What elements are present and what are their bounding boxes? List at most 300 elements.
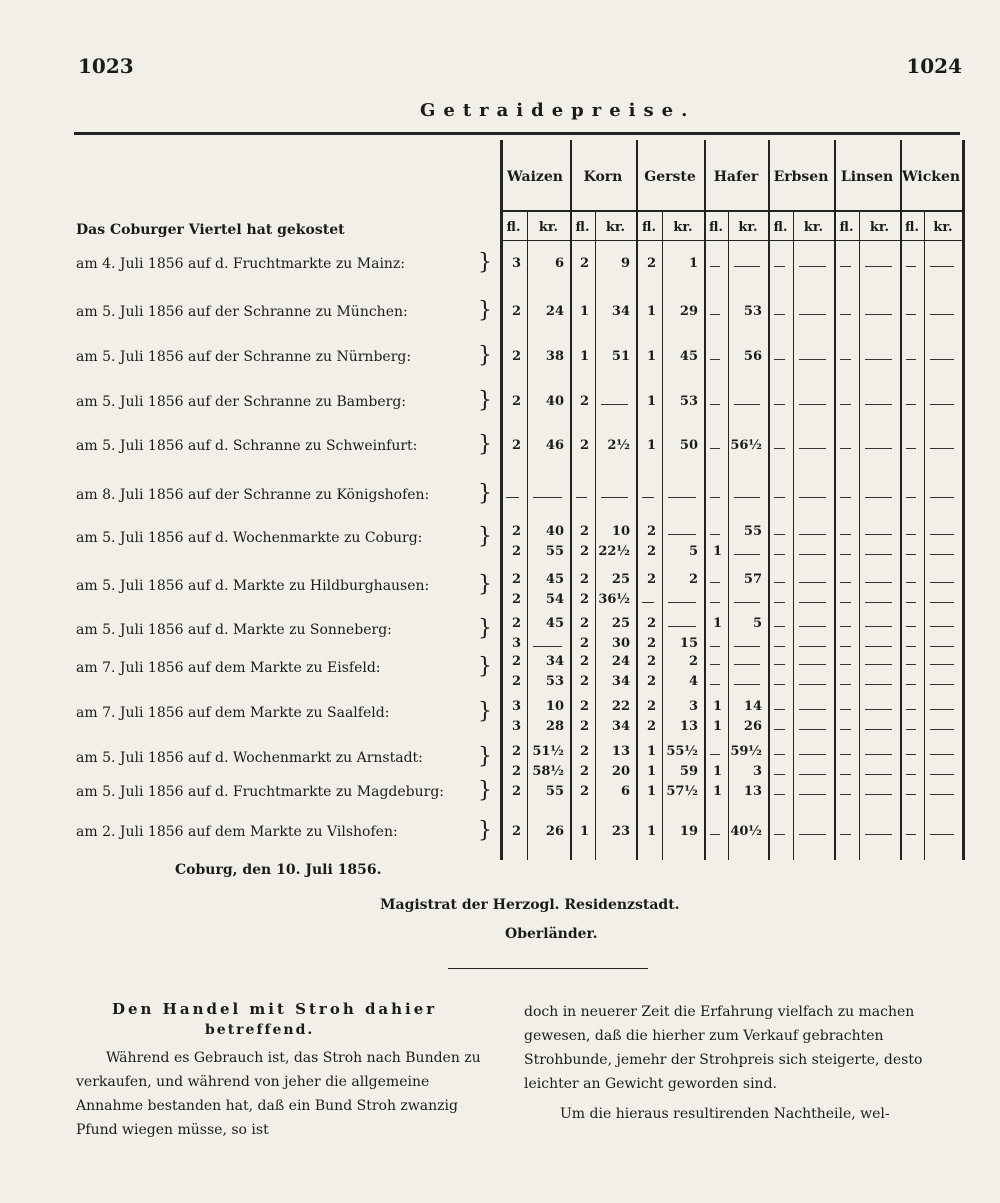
table-dash: [710, 754, 720, 755]
table-cell: 2: [646, 699, 656, 714]
table-dash: [840, 729, 851, 730]
table-dash: [668, 497, 696, 498]
table-cell: 25: [611, 616, 630, 631]
article-column-2-continued: Um die hieraus resultirenden Nachtheile, wel-: [560, 1106, 890, 1122]
table-dash: [774, 794, 785, 795]
table-dash: [930, 794, 954, 795]
table-dash: [840, 664, 851, 665]
table-unit-border: [595, 212, 596, 860]
unit-header: fl.: [709, 220, 723, 235]
table-cell: 2: [579, 616, 589, 631]
table-dash: [865, 534, 892, 535]
unit-header: kr.: [738, 220, 758, 235]
table-dash: [865, 266, 892, 267]
table-dash: [774, 684, 785, 685]
table-cell: 34: [611, 674, 630, 689]
table-cell: 40½: [730, 824, 762, 839]
table-cell: 2: [511, 764, 521, 779]
table-dash: [734, 602, 760, 603]
section-divider: [448, 968, 648, 969]
table-dash: [799, 754, 826, 755]
table-cell: 30: [611, 636, 630, 651]
table-cell: 46: [545, 438, 564, 453]
table-cell: 2: [511, 394, 521, 409]
table-dash: [840, 554, 851, 555]
table-dash: [734, 554, 760, 555]
table-cell: 22: [611, 699, 630, 714]
table-cell: 59: [679, 764, 698, 779]
table-dash: [930, 774, 954, 775]
title-rule: [74, 132, 960, 135]
table-dash: [774, 774, 785, 775]
table-dash: [840, 448, 851, 449]
table-dash: [710, 684, 720, 685]
table-dash: [774, 448, 785, 449]
table-cell: 56: [743, 349, 762, 364]
table-cell: 1: [646, 784, 656, 799]
table-cell: 53: [743, 304, 762, 319]
table-cell: 2: [511, 438, 521, 453]
table-dash: [799, 684, 826, 685]
table-dash: [865, 729, 892, 730]
table-dash: [840, 626, 851, 627]
table-dash: [865, 684, 892, 685]
table-cell: 3: [511, 699, 521, 714]
table-dash: [930, 626, 954, 627]
unit-rule: [500, 240, 965, 241]
column-header: Korn: [583, 169, 623, 185]
table-cell: 2: [579, 699, 589, 714]
table-dash: [865, 359, 892, 360]
table-dash: [930, 314, 954, 315]
table-dash: [668, 602, 696, 603]
table-dash: [710, 359, 720, 360]
table-cell: 1: [712, 616, 722, 631]
table-row-label: am 8. Juli 1856 auf der Schranne zu Königshofen:: [76, 487, 430, 503]
table-cell: 26: [743, 719, 762, 734]
table-dash: [840, 404, 851, 405]
table-cell: 2: [579, 719, 589, 734]
table-cell: 13: [611, 744, 630, 759]
table-dash: [906, 729, 916, 730]
article-heading: Den Handel mit Stroh dahier: [112, 1000, 438, 1018]
table-dash: [840, 709, 851, 710]
unit-header: kr.: [605, 220, 626, 235]
table-cell: 40: [545, 524, 564, 539]
table-cell: 3: [688, 699, 698, 714]
table-cell: 26: [545, 824, 564, 839]
table-dash: [734, 664, 760, 665]
table-cell: 2: [579, 544, 589, 559]
table-cell: 2: [579, 654, 589, 669]
table-dash: [865, 754, 892, 755]
signature-office: Magistrat der Herzogl. Residenzstadt.: [380, 897, 680, 913]
table-cell: 3: [511, 256, 521, 271]
table-dash: [734, 404, 760, 405]
table-cell: 59½: [730, 744, 762, 759]
table-dash: [930, 554, 954, 555]
table-dash: [906, 534, 916, 535]
table-dash: [710, 266, 720, 267]
table-dash: [799, 729, 826, 730]
table-cell: 28: [545, 719, 564, 734]
table-unit-border: [793, 212, 794, 860]
table-cell: 51: [611, 349, 630, 364]
table-cell: 2: [646, 719, 656, 734]
table-cell: 4: [688, 674, 698, 689]
row-brace: }: [478, 616, 492, 641]
table-cell: 23: [611, 824, 630, 839]
table-dash: [906, 314, 916, 315]
table-cell: 2: [579, 256, 589, 271]
table-dash: [710, 497, 720, 498]
table-cell: 38: [545, 349, 564, 364]
table-dash: [930, 684, 954, 685]
table-dash: [840, 646, 851, 647]
table-dash: [906, 709, 916, 710]
table-column-border: [768, 140, 770, 860]
table-cell: 56½: [730, 438, 762, 453]
table-dash: [865, 834, 892, 835]
column-header: Linsen: [840, 169, 894, 185]
table-row-label: am 5. Juli 1856 auf d. Fruchtmarkte zu Magdeburg:: [76, 784, 444, 800]
table-cell: 1: [579, 304, 589, 319]
table-dash: [710, 582, 720, 583]
table-dash: [734, 684, 760, 685]
table-row-label: am 5. Juli 1856 auf d. Markte zu Hildburghausen:: [76, 578, 430, 594]
table-row-label: am 7. Juli 1856 auf dem Markte zu Eisfeld:: [76, 660, 381, 676]
column-header: Hafer: [713, 169, 759, 185]
row-brace: }: [478, 298, 492, 323]
table-cell: 1: [646, 304, 656, 319]
table-dash: [906, 646, 916, 647]
table-cell: 1: [646, 764, 656, 779]
table-cell: 2: [579, 572, 589, 587]
table-dash: [774, 664, 785, 665]
page-number-right: 1024: [906, 54, 962, 78]
table-dash: [865, 314, 892, 315]
table-dash: [533, 497, 562, 498]
table-cell: 55: [743, 524, 762, 539]
table-dash: [840, 497, 851, 498]
table-cell: 2: [688, 572, 698, 587]
table-dash: [774, 554, 785, 555]
table-cell: 24: [545, 304, 564, 319]
table-dash: [906, 794, 916, 795]
table-row-label: am 5. Juli 1856 auf d. Markte zu Sonneberg:: [76, 622, 392, 638]
unit-header: kr.: [869, 220, 890, 235]
table-cell: 13: [679, 719, 698, 734]
table-dash: [906, 404, 916, 405]
table-dash: [865, 404, 892, 405]
signature-place-date: Coburg, den 10. Juli 1856.: [175, 862, 382, 878]
table-dash: [865, 582, 892, 583]
table-dash: [506, 497, 519, 498]
column-header: Waizen: [507, 169, 563, 185]
table-dash: [865, 554, 892, 555]
page-number-left: 1023: [78, 54, 134, 78]
table-dash: [710, 602, 720, 603]
table-row-label: am 5. Juli 1856 auf d. Schranne zu Schweinfurt:: [76, 438, 418, 454]
table-cell: 2: [579, 744, 589, 759]
table-dash: [865, 626, 892, 627]
table-cell: 55: [545, 784, 564, 799]
table-dash: [799, 554, 826, 555]
table-cell: 2: [688, 654, 698, 669]
table-cell: 2: [511, 784, 521, 799]
table-cell: 2½: [607, 438, 630, 453]
table-column-border: [962, 140, 965, 860]
table-dash: [734, 497, 760, 498]
table-dash: [865, 448, 892, 449]
table-row-label: am 5. Juli 1856 auf d. Wochenmarkte zu Coburg:: [76, 530, 423, 546]
table-dash: [840, 266, 851, 267]
table-dash: [906, 664, 916, 665]
table-cell: 3: [511, 719, 521, 734]
table-dash: [930, 729, 954, 730]
table-dash: [601, 404, 628, 405]
table-cell: 1: [712, 784, 722, 799]
table-cell: 5: [752, 616, 762, 631]
table-dash: [930, 602, 954, 603]
table-dash: [774, 834, 785, 835]
table-cell: 6: [554, 256, 564, 271]
table-dash: [930, 448, 954, 449]
row-brace: }: [478, 481, 492, 506]
table-dash: [734, 266, 760, 267]
table-dash: [799, 646, 826, 647]
table-dash: [906, 834, 916, 835]
table-cell: 1: [646, 438, 656, 453]
table-cell: 20: [611, 764, 630, 779]
table-cell: 2: [511, 616, 521, 631]
table-unit-border: [728, 212, 729, 860]
table-column-border: [704, 140, 706, 860]
table-cell: 45: [545, 572, 564, 587]
table-row-label: am 4. Juli 1856 auf d. Fruchtmarkte zu Mainz:: [76, 256, 406, 272]
table-row-label: am 5. Juli 1856 auf d. Wochenmarkt zu Arnstadt:: [76, 750, 423, 766]
table-unit-border: [527, 212, 528, 860]
table-cell: 2: [511, 654, 521, 669]
table-dash: [930, 534, 954, 535]
table-cell: 25: [611, 572, 630, 587]
table-cell: 2: [646, 616, 656, 631]
table-dash: [799, 794, 826, 795]
table-dash: [774, 266, 785, 267]
table-cell: 2: [579, 764, 589, 779]
row-brace: }: [478, 524, 492, 549]
table-dash: [774, 534, 785, 535]
column-header: Wicken: [901, 169, 961, 185]
table-cell: 2: [646, 654, 656, 669]
row-brace: }: [478, 654, 492, 679]
table-cell: 50: [679, 438, 698, 453]
table-row-label: am 5. Juli 1856 auf der Schranne zu München:: [76, 304, 408, 320]
table-dash: [710, 834, 720, 835]
table-cell: 2: [511, 349, 521, 364]
table-dash: [906, 554, 916, 555]
table-dash: [799, 774, 826, 775]
unit-header: kr.: [673, 220, 693, 235]
table-dash: [906, 602, 916, 603]
row-brace: }: [478, 343, 492, 368]
table-dash: [906, 626, 916, 627]
table-dash: [774, 404, 785, 405]
table-cell: 51½: [532, 744, 564, 759]
table-cell: 1: [688, 256, 698, 271]
table-dash: [906, 359, 916, 360]
signature-name: Oberländer.: [505, 926, 598, 942]
table-dash: [799, 266, 826, 267]
table-cell: 10: [611, 524, 630, 539]
table-dash: [840, 602, 851, 603]
table-dash: [840, 582, 851, 583]
header-rule: [500, 210, 965, 212]
column-header: Erbsen: [773, 169, 829, 185]
table-dash: [799, 582, 826, 583]
table-cell: 1: [646, 744, 656, 759]
table-cell: 1: [579, 349, 589, 364]
table-dash: [906, 774, 916, 775]
table-cell: 1: [712, 764, 722, 779]
unit-header: fl.: [642, 220, 656, 235]
table-dash: [840, 684, 851, 685]
unit-header: fl.: [575, 220, 590, 235]
table-cell: 2: [579, 784, 589, 799]
table-dash: [840, 534, 851, 535]
table-cell: 40: [545, 394, 564, 409]
table-cell: 54: [545, 592, 564, 607]
table-dash: [840, 314, 851, 315]
row-brace: }: [478, 778, 492, 803]
table-cell: 2: [579, 592, 589, 607]
table-cell: 1: [646, 824, 656, 839]
article-column-1: Während es Gebrauch ist, das Stroh nach Bunden zu verkaufen, und während von jeher die allgemeine Annahme bestanden hat, daß ein Bund Stroh zwanzig Pfund wiegen müsse, so ist: [76, 1050, 481, 1138]
table-cell: 14: [743, 699, 762, 714]
row-brace: }: [478, 572, 492, 597]
table-dash: [906, 684, 916, 685]
table-dash: [774, 754, 785, 755]
table-dash: [799, 404, 826, 405]
table-cell: 1: [712, 544, 722, 559]
table-dash: [576, 497, 587, 498]
table-dash: [930, 404, 954, 405]
table-cell: 9: [620, 256, 630, 271]
table-cell: 2: [579, 674, 589, 689]
table-dash: [865, 794, 892, 795]
table-dash: [840, 754, 851, 755]
article-column-2: doch in neuerer Zeit die Erfahrung vielfach zu machen gewesen, daß die hierher zum Verkauf gebrachten Strohbunde, jemehr der Strohpreis sich steigerte, desto leichter an Gewicht geworden sind.: [524, 1004, 923, 1092]
table-cell: 2: [511, 824, 521, 839]
table-cell: 53: [545, 674, 564, 689]
table-row-label: am 5. Juli 1856 auf der Schranne zu Nürnberg:: [76, 349, 412, 365]
table-cell: 53: [679, 394, 698, 409]
table-cell: 2: [511, 744, 521, 759]
table-cell: 1: [646, 394, 656, 409]
column-header: Gerste: [644, 169, 696, 185]
table-cell: 2: [511, 592, 521, 607]
table-dash: [906, 582, 916, 583]
table-dash: [865, 602, 892, 603]
table-dash: [799, 359, 826, 360]
table-dash: [906, 448, 916, 449]
table-dash: [930, 664, 954, 665]
table-dash: [865, 709, 892, 710]
table-dash: [710, 404, 720, 405]
table-dash: [799, 497, 826, 498]
unit-header: kr.: [803, 220, 824, 235]
page-title: Getraidepreise.: [420, 100, 696, 121]
table-cell: 1: [712, 719, 722, 734]
table-dash: [774, 359, 785, 360]
table-row-label: am 2. Juli 1856 auf dem Markte zu Vilshofen:: [76, 824, 398, 840]
table-dash: [774, 314, 785, 315]
table-dash: [799, 314, 826, 315]
table-intro: Das Coburger Viertel hat gekostet: [76, 222, 345, 238]
table-cell: 2: [579, 524, 589, 539]
table-cell: 2: [646, 544, 656, 559]
table-dash: [533, 646, 562, 647]
unit-header: fl.: [905, 220, 919, 235]
table-cell: 55: [545, 544, 564, 559]
table-cell: 22½: [598, 544, 630, 559]
table-dash: [668, 626, 696, 627]
table-cell: 2: [511, 524, 521, 539]
row-brace: }: [478, 250, 492, 275]
table-dash: [734, 646, 760, 647]
table-dash: [799, 534, 826, 535]
table-cell: 2: [646, 636, 656, 651]
table-dash: [840, 359, 851, 360]
table-cell: 3: [511, 636, 521, 651]
table-cell: 2: [646, 674, 656, 689]
table-cell: 2: [511, 544, 521, 559]
table-dash: [930, 709, 954, 710]
table-cell: 2: [646, 256, 656, 271]
table-cell: 2: [646, 572, 656, 587]
table-dash: [840, 834, 851, 835]
table-dash: [865, 646, 892, 647]
unit-header: kr.: [933, 220, 953, 235]
table-cell: 29: [679, 304, 698, 319]
table-cell: 2: [579, 636, 589, 651]
table-dash: [710, 534, 720, 535]
table-dash: [799, 709, 826, 710]
table-dash: [840, 774, 851, 775]
table-cell: 19: [679, 824, 698, 839]
table-cell: 2: [511, 572, 521, 587]
table-dash: [906, 497, 916, 498]
row-brace: }: [478, 432, 492, 457]
table-cell: 6: [620, 784, 630, 799]
table-dash: [774, 602, 785, 603]
table-dash: [930, 497, 954, 498]
table-dash: [799, 448, 826, 449]
table-cell: 10: [545, 699, 564, 714]
table-dash: [601, 497, 628, 498]
table-dash: [710, 664, 720, 665]
table-dash: [642, 497, 654, 498]
table-dash: [906, 754, 916, 755]
table-cell: 2: [646, 524, 656, 539]
table-dash: [799, 834, 826, 835]
table-dash: [930, 834, 954, 835]
table-cell: 24: [611, 654, 630, 669]
row-brace: }: [478, 699, 492, 724]
table-cell: 2: [511, 674, 521, 689]
table-dash: [865, 664, 892, 665]
table-dash: [774, 582, 785, 583]
